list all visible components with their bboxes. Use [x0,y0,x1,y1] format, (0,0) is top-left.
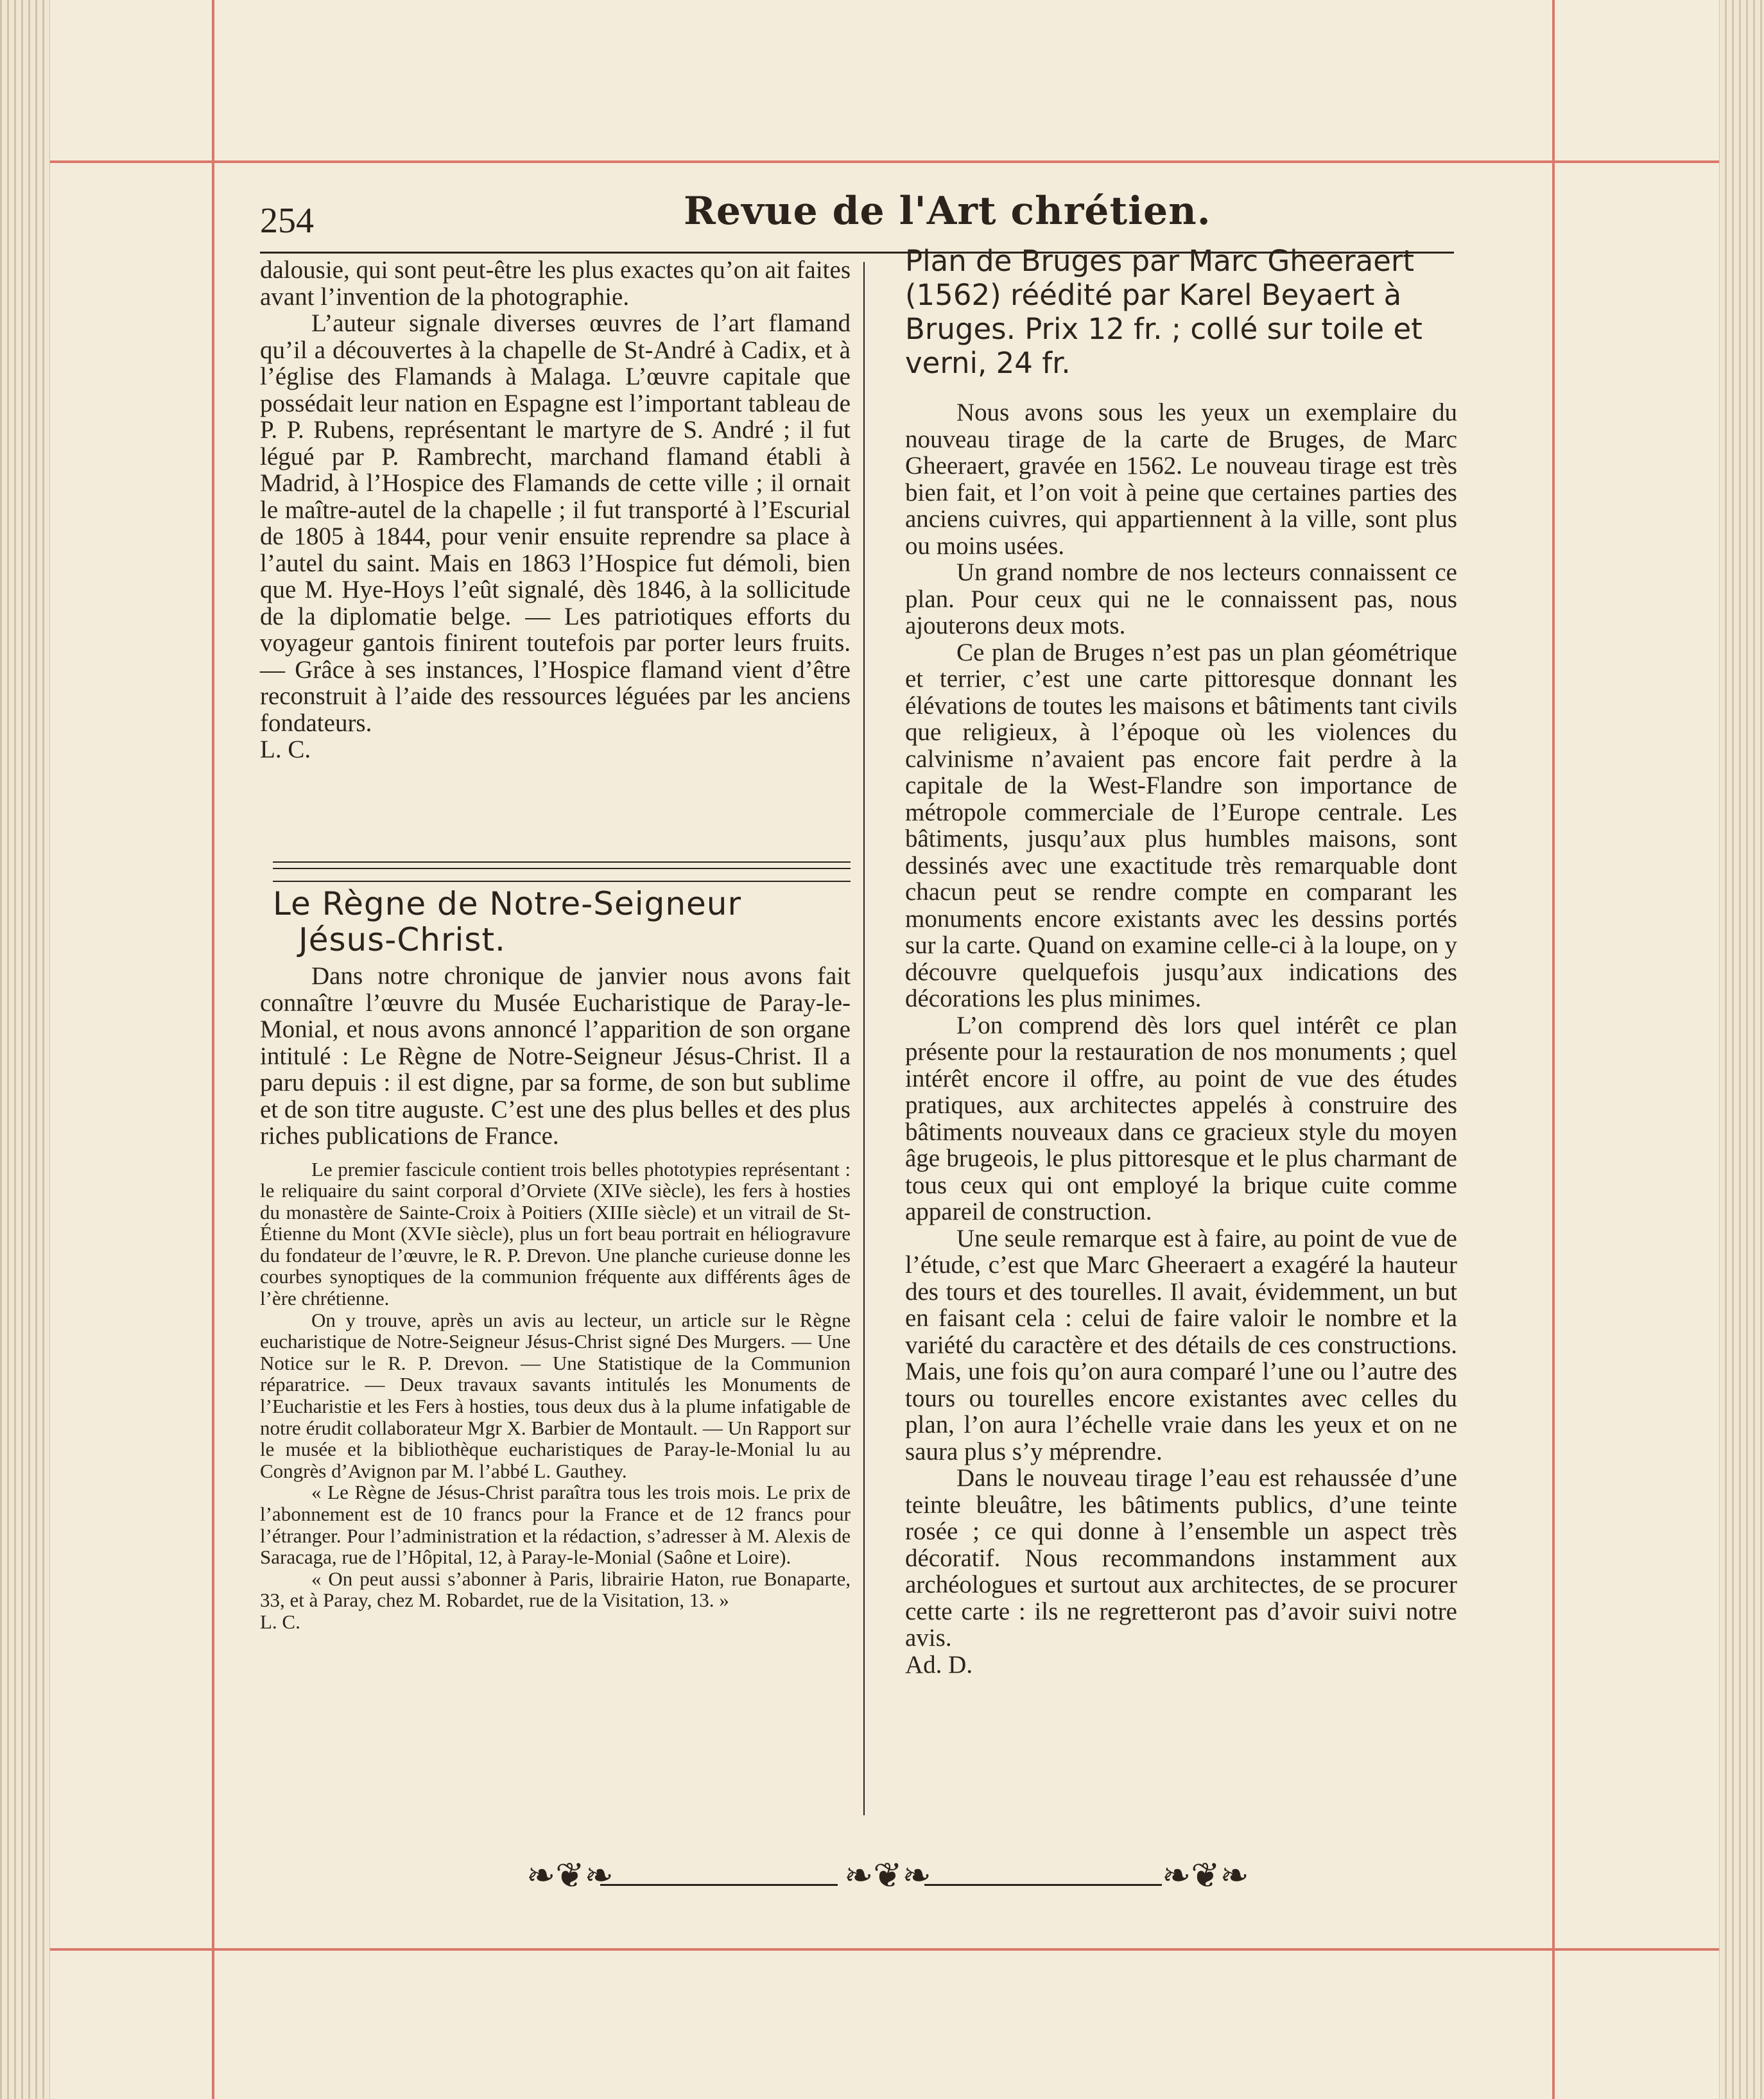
ornament-fleuron-left: ❧❦❧ [526,1856,614,1895]
running-header [260,186,1454,244]
ornament-fleuron-center: ❧❦❧ [844,1856,931,1895]
left-small-paragraph-3: « Le Règne de Jésus-Christ paraîtra tous les trois mois. Le prix de l’abonnement est de 10 francs pour la France et de 12 francs pour l’étranger. Pour l’administration et la rédaction, s’adresser à M. Alexis de Saracaga, rue de l’Hôpital, 12, à Paray-le-Monial (Saône et Loire). [260,1481,851,1569]
book-page-edges-left [0,0,58,2099]
left-paragraph-3: Dans notre chronique de janvier nous avons fait connaître l’œuvre du Musée Eucharistique de Paray-le-Monial, et nous avons annoncé l’apparition de son organe intitulé : Le Règne de Notre-Seigneur Jésus-Christ. Il a paru depuis : il est digne, par sa forme, de son but sublime et de son titre auguste. C’est une des plus belles et des plus riches publications de France. [260,962,851,1150]
ornament-fleuron-right: ❧❦❧ [1162,1856,1249,1895]
left-paragraph-2: L’auteur signale diverses œuvres de l’art flamand qu’il a découvertes à la chapelle de St-André à Cadix, et à l’église des Flamands à Malaga. L’œuvre capitale que possédait leur nation en Espagne est l’important tableau de P. P. Rubens, représentant le martyre de S. André ; il fut légué par P. Rambrecht, marchand flamand établi à Madrid, à l’Hospice des Flamands de cette ville ; il ornait le maître-autel de la chapelle ; il fut transporté à l’Escurial de 1805 à 1844, pour venir ensuite reprendre sa place à l’autel du saint. Mais en 1863 l’Hospice fut démoli, bien que M. Hye-Hoys l’eût signalé, dès 1846, à la sollicitude de la diplomatie belge. — Les patriotiques efforts du voyageur gantois finirent toutefois par porter leurs fruits. — Grâce à ses instances, l’Hospice flamand vient d’être reconstruit à l’aide des ressources léguées par les anciens fondateurs. [260,309,851,737]
section-separator-1 [273,861,851,863]
column-divider [863,262,865,1815]
running-title: Revue de l'Art chrétien. [684,189,1211,234]
right-paragraph-6: Dans le nouveau tirage l’eau est rehaussée d’une teinte bleuâtre, les bâtiments publics, d’une teinte rosée ; ce qui donne à l’ensemble un aspect très décoratif. Nous recommandons instamment aux archéologues et surtout aux architectes, de se procurer cette carte : ils ne regretteront pas d’avoir suivi notre avis. [905,1464,1457,1652]
ornament-line-2 [924,1884,1162,1886]
signature-ad-d: Ad. D. [905,1650,973,1679]
right-paragraph-2: Un grand nombre de nos lecteurs connaissent ce plan. Pour ceux qui ne le connaissent pas, nous ajouterons deux mots. [905,558,1457,639]
left-small-paragraph-4: « On peut aussi s’abonner à Paris, librairie Haton, rue Bonaparte, 33, et à Paray, chez M. Robardet, rue de la Visitation, 13. » [260,1567,851,1612]
signature-lc-1: L. C. [260,736,311,763]
left-column [260,257,851,763]
left-paragraph-1: dalousie, qui sont peut-être les plus exactes qu’on ait faites avant l’invention de la photographie. [260,256,851,311]
signature-lc-2: L. C. [260,1610,300,1633]
section-heading-regne: Le Règne de Notre-Seigneur Jésus-Christ. [273,885,742,958]
left-small-paragraph-2: On y trouve, après un avis au lecteur, un article sur le Règne eucharistique de Notre-Seigneur Jésus-Christ signé Des Murgers. — Une Notice sur le R. P. Drevon. — Une Statistique de la Communion réparatrice. — Deux travaux savants intitulés les Monuments de l’Eucharistie et les Fers à hosties, tous deux dus à la plume infatigable de notre érudit collaborateur Mgr X. Barbier de Montault. — Un Rapport sur le musée et la bibliothèque eucharistiques de Paray-le-Monial lu au Congrès d’Avignon par M. l’abbé L. Gauthey. [260,1308,851,1482]
book-page-edges-right [1713,0,1764,2099]
red-rule-bottom [50,1948,1719,1951]
section-separator-3 [273,881,851,882]
ornament-line-1 [600,1884,838,1886]
red-rule-right [1552,0,1555,2099]
page-number: 254 [260,201,314,241]
right-paragraph-4: L’on comprend dès lors quel intérêt ce plan présente pour la restauration de nos monuments ; quel intérêt encore il offre, au point de vue des études pratiques, aux architectes appelés à construire des bâtiments nouveaux dans ce gracieux style du moyen âge brugeois, le plus pittoresque et le plus charmant de tous ceux qui ont employé la brique cuite comme appareil de construction. [905,1011,1457,1225]
red-rule-top [50,160,1719,163]
section-heading-plan-de-bruges: Plan de Bruges par Marc Gheeraert (1562) réédité par Karel Beyaert à Bruges. Prix 12 fr. ; collé sur toile et verni, 24 fr. [905,244,1422,380]
right-paragraph-3: Ce plan de Bruges n’est pas un plan géométrique et terrier, c’est une carte pittoresque donnant les élévations de toutes les maisons et bâtiments tant civils que religieux, à l’époque où les violences du calvinisme n’avaient pas encore fait perdre à la capitale de la West-Flandre son importance de métropole commerciale de l’Europe centrale. Les bâtiments, jusqu’aux plus humbles maisons, sont dessinés avec une exactitude très remarquable dont chacun peut se rendre compte en comparant les monuments encore existants avec les dessins portés sur la carte. Quand on examine celle-ci à la loupe, on y découvre quelquefois jusqu’aux indications des décorations les plus minimes. [905,638,1457,1012]
section-separator-2 [273,868,851,869]
left-column-lower [260,886,851,1633]
right-paragraph-1: Nous avons sous les yeux un exemplaire du nouveau tirage de la carte de Bruges, de Marc Gheeraert, gravée en 1562. Le nouveau tirage est très bien fait, et l’on voit à peine que certaines parties des anciens cuivres, qui appartiennent à la ville, sont plus ou moins usées. [905,399,1457,560]
right-paragraph-5: Une seule remarque est à faire, au point de vue de l’étude, c’est que Marc Gheeraert a exagéré la hauteur des tours et des tourelles. Il avait, évidemment, un but en faisant cela : celui de faire valoir le nombre et la variété du caractère et des détails de ces constructions. Mais, une fois qu’on aura comparé l’une ou l’autre des tours ou tourelles encore existantes avec celles du plan, l’on aura l’échelle vraie dans les yeux et on ne saura plus s’y méprendre. [905,1224,1457,1465]
left-small-paragraph-1: Le premier fascicule contient trois belles phototypies représentant : le reliquaire du saint corporal d’Orviete (XIVe siècle), les fers à hosties du monastère de Sainte-Croix à Poitiers (XIIIe siècle) et un vitrail de St-Étienne du Mont (XVIe siècle), plus un fort beau portrait en héliogravure du fondateur de l’œuvre, le R. P. Drevon. Une planche curieuse donne les courbes synoptiques de la communion fréquente aux différents âges de l’ère chrétienne. [260,1157,851,1310]
red-rule-left [212,0,214,2099]
right-column [905,244,1457,1678]
